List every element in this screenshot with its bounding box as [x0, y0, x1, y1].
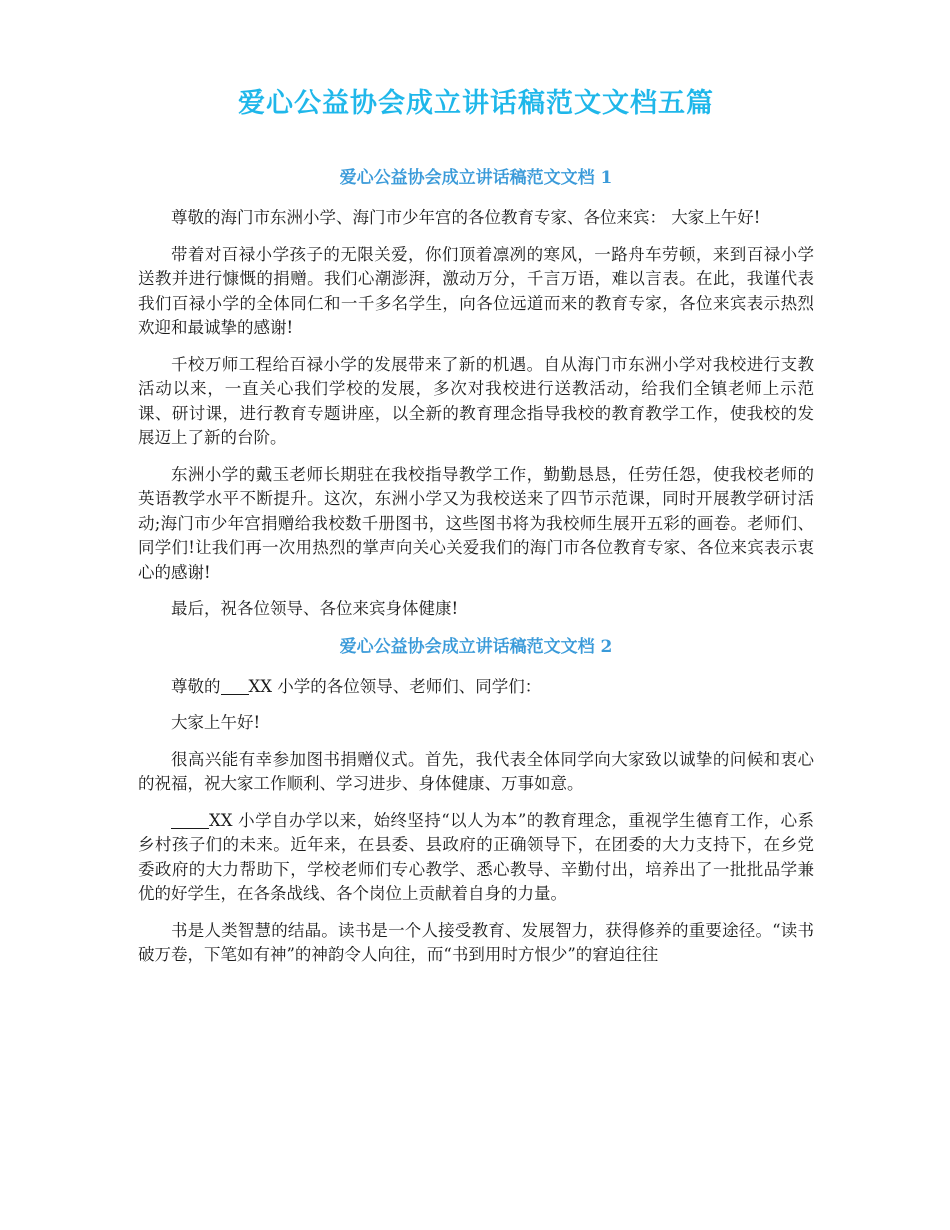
paragraph: 东洲小学的戴玉老师长期驻在我校指导教学工作，勤勤恳恳，任劳任怨，使我校老师的英语教学水平不断提升。这次，东洲小学又为我校送来了四节示范课，同时开展教学研讨活动;海门市少年宫捐赠给我校数千册图书，这些图书将为我校师生展开五彩的画卷。老师们、同学们!让我们再一次用热烈的掌声向关心关爱我们的海门市各位教育专家、各位来宾表示衷心的感谢!	[138, 464, 814, 582]
section-heading: 爱心公益协会成立讲话稿范文文档 1	[339, 168, 613, 189]
fill-in-blank	[221, 677, 249, 695]
paragraph: 带着对百禄小学孩子的无限关爱，你们顶着凛冽的寒风，一路舟车劳顿，来到百禄小学送教并进行慷慨的捐赠。我们心潮澎湃，激动万分，千言万语，难以言表。在此，我谨代表我们百禄小学的全体同仁和一千多名学生，向各位远道而来的教育专家，各位来宾表示热烈欢迎和最诚挚的感谢!	[138, 244, 814, 338]
section-heading: 爱心公益协会成立讲话稿范文文档 2	[339, 636, 613, 657]
salutation	[138, 675, 814, 700]
salutation-prefix: 尊敬的	[171, 676, 221, 696]
section-1	[138, 165, 814, 622]
greeting: 大家上午好!	[171, 713, 261, 733]
school-paragraph	[138, 809, 814, 907]
paragraph: 书是人类智慧的结晶。读书是一个人接受教育、发展智力，获得修养的重要途径。“读书破万卷，下笔如有神”的神韵令人向往，而“书到用时方恨少”的窘迫往往	[138, 920, 814, 965]
paragraph: 最后，祝各位领导、各位来宾身体健康!	[171, 599, 459, 619]
document-title: 爱心公益协会成立讲话稿范文文档五篇	[238, 88, 714, 119]
paragraph: 千校万师工程给百禄小学的发展带来了新的机遇。自从海门市东洲小学对我校进行支教活动以来，一直关心我们学校的发展，多次对我校进行送教活动，给我们全镇老师上示范课、研讨课，进行教育专题讲座，以全新的教育理念指导我校的教育教学工作，使我校的发展迈上了新的台阶。	[138, 354, 814, 448]
fill-in-blank	[171, 811, 209, 829]
paragraph: 很高兴能有幸参加图书捐赠仪式。首先，我代表全体同学向大家致以诚挚的问候和衷心的祝福，祝大家工作顺利、学习进步、身体健康、万事如意。	[138, 749, 814, 794]
salutation-suffix: XX 小学的各位领导、老师们、同学们：	[248, 676, 542, 696]
school-paragraph-text: XX 小学自办学以来，始终坚持“以人为本”的教育理念，重视学生德育工作，心系乡村孩子们的未来。近年来，在县委、县政府的正确领导下，在团委的大力支持下，在乡党委政府的大力帮助下，学校老师们专心教学、悉心教导、辛勤付出，培养出了一批批品学兼优的好学生，在各条战线、各个岗位上贡献着自身的力量。	[138, 810, 814, 904]
paragraph: 尊敬的海门市东洲小学、海门市少年宫的各位教育专家、各位来宾： 大家上午好!	[171, 208, 761, 228]
section-2	[138, 634, 814, 968]
